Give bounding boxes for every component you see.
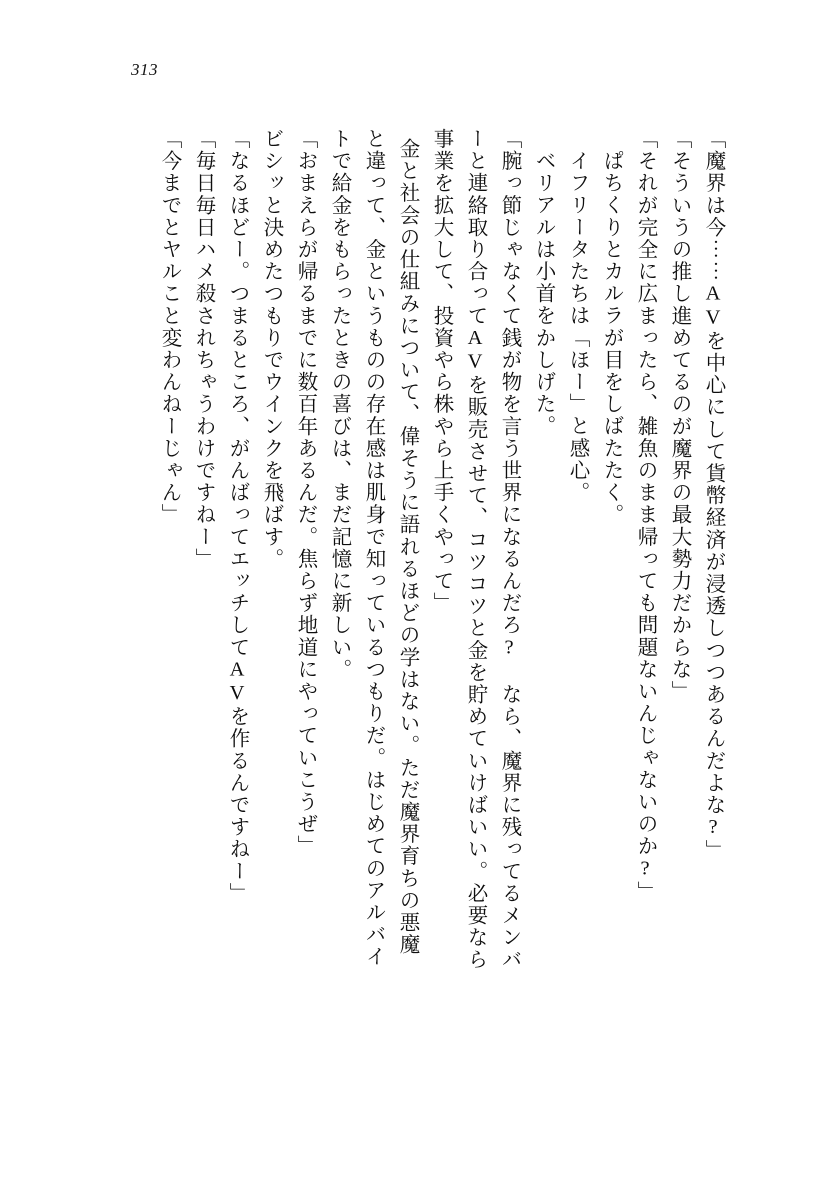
text-column: ビシッと決めたつもりでウインクを飛ばす。 (260, 128, 282, 570)
text-column: 「おまえらが帰るまでに数百年あるんだ。焦らず地道にやっていこうぜ」 (294, 128, 316, 858)
text-column: ーと連絡取り合ってAVを販売させて、コツコツと金を貯めていけばいい。必要なら (464, 128, 486, 971)
text-column: 「それが完全に広まったら、雑魚のまま帰っても問題ないんじゃないのか?」 (634, 128, 656, 903)
text-column: 「魔界は今⋯⋯AVを中心にして貨幣経済が浸透しつつあるんだよな?」 (702, 128, 724, 862)
text-column: ぱちくりとカルラが目をしばたたく。 (600, 150, 622, 526)
text-column: 「毎日毎日ハメ殺されちゃうわけですねー」 (192, 128, 214, 570)
text-column: 「なるほどー。つまるところ、がんばってエッチしてAVを作るんですねー」 (226, 128, 248, 905)
text-column: 事業を拡大して、投資やら株やら上手くやって」 (430, 128, 452, 615)
text-column: ベリアルは小首をかしげた。 (532, 150, 554, 438)
text-column: と違って、金というものの存在感は肌身で知っているつもりだ。はじめてのアルバイ (362, 128, 384, 968)
text-column: 「そういうの推し進めてるのが魔界の最大勢力だからな」 (668, 128, 690, 703)
text-column: 「腕っ節じゃなくて銭が物を言う世界になるんだろ? なら、魔界に残ってるメンバ (498, 128, 520, 971)
vertical-text-body (103, 128, 723, 1058)
page-number: 313 (131, 60, 158, 79)
text-column: トで給金をもらったときの喜びは、まだ記憶に新しい。 (328, 128, 350, 681)
text-column: 「今までとヤルこと変わんねーじゃん」 (158, 128, 180, 526)
text-column: 金と社会の仕組みについて、偉そうに語れるほどの学はない。ただ魔界育ちの悪魔 (396, 138, 418, 956)
text-column: イフリータたちは「ほー」と感心。 (566, 150, 588, 504)
